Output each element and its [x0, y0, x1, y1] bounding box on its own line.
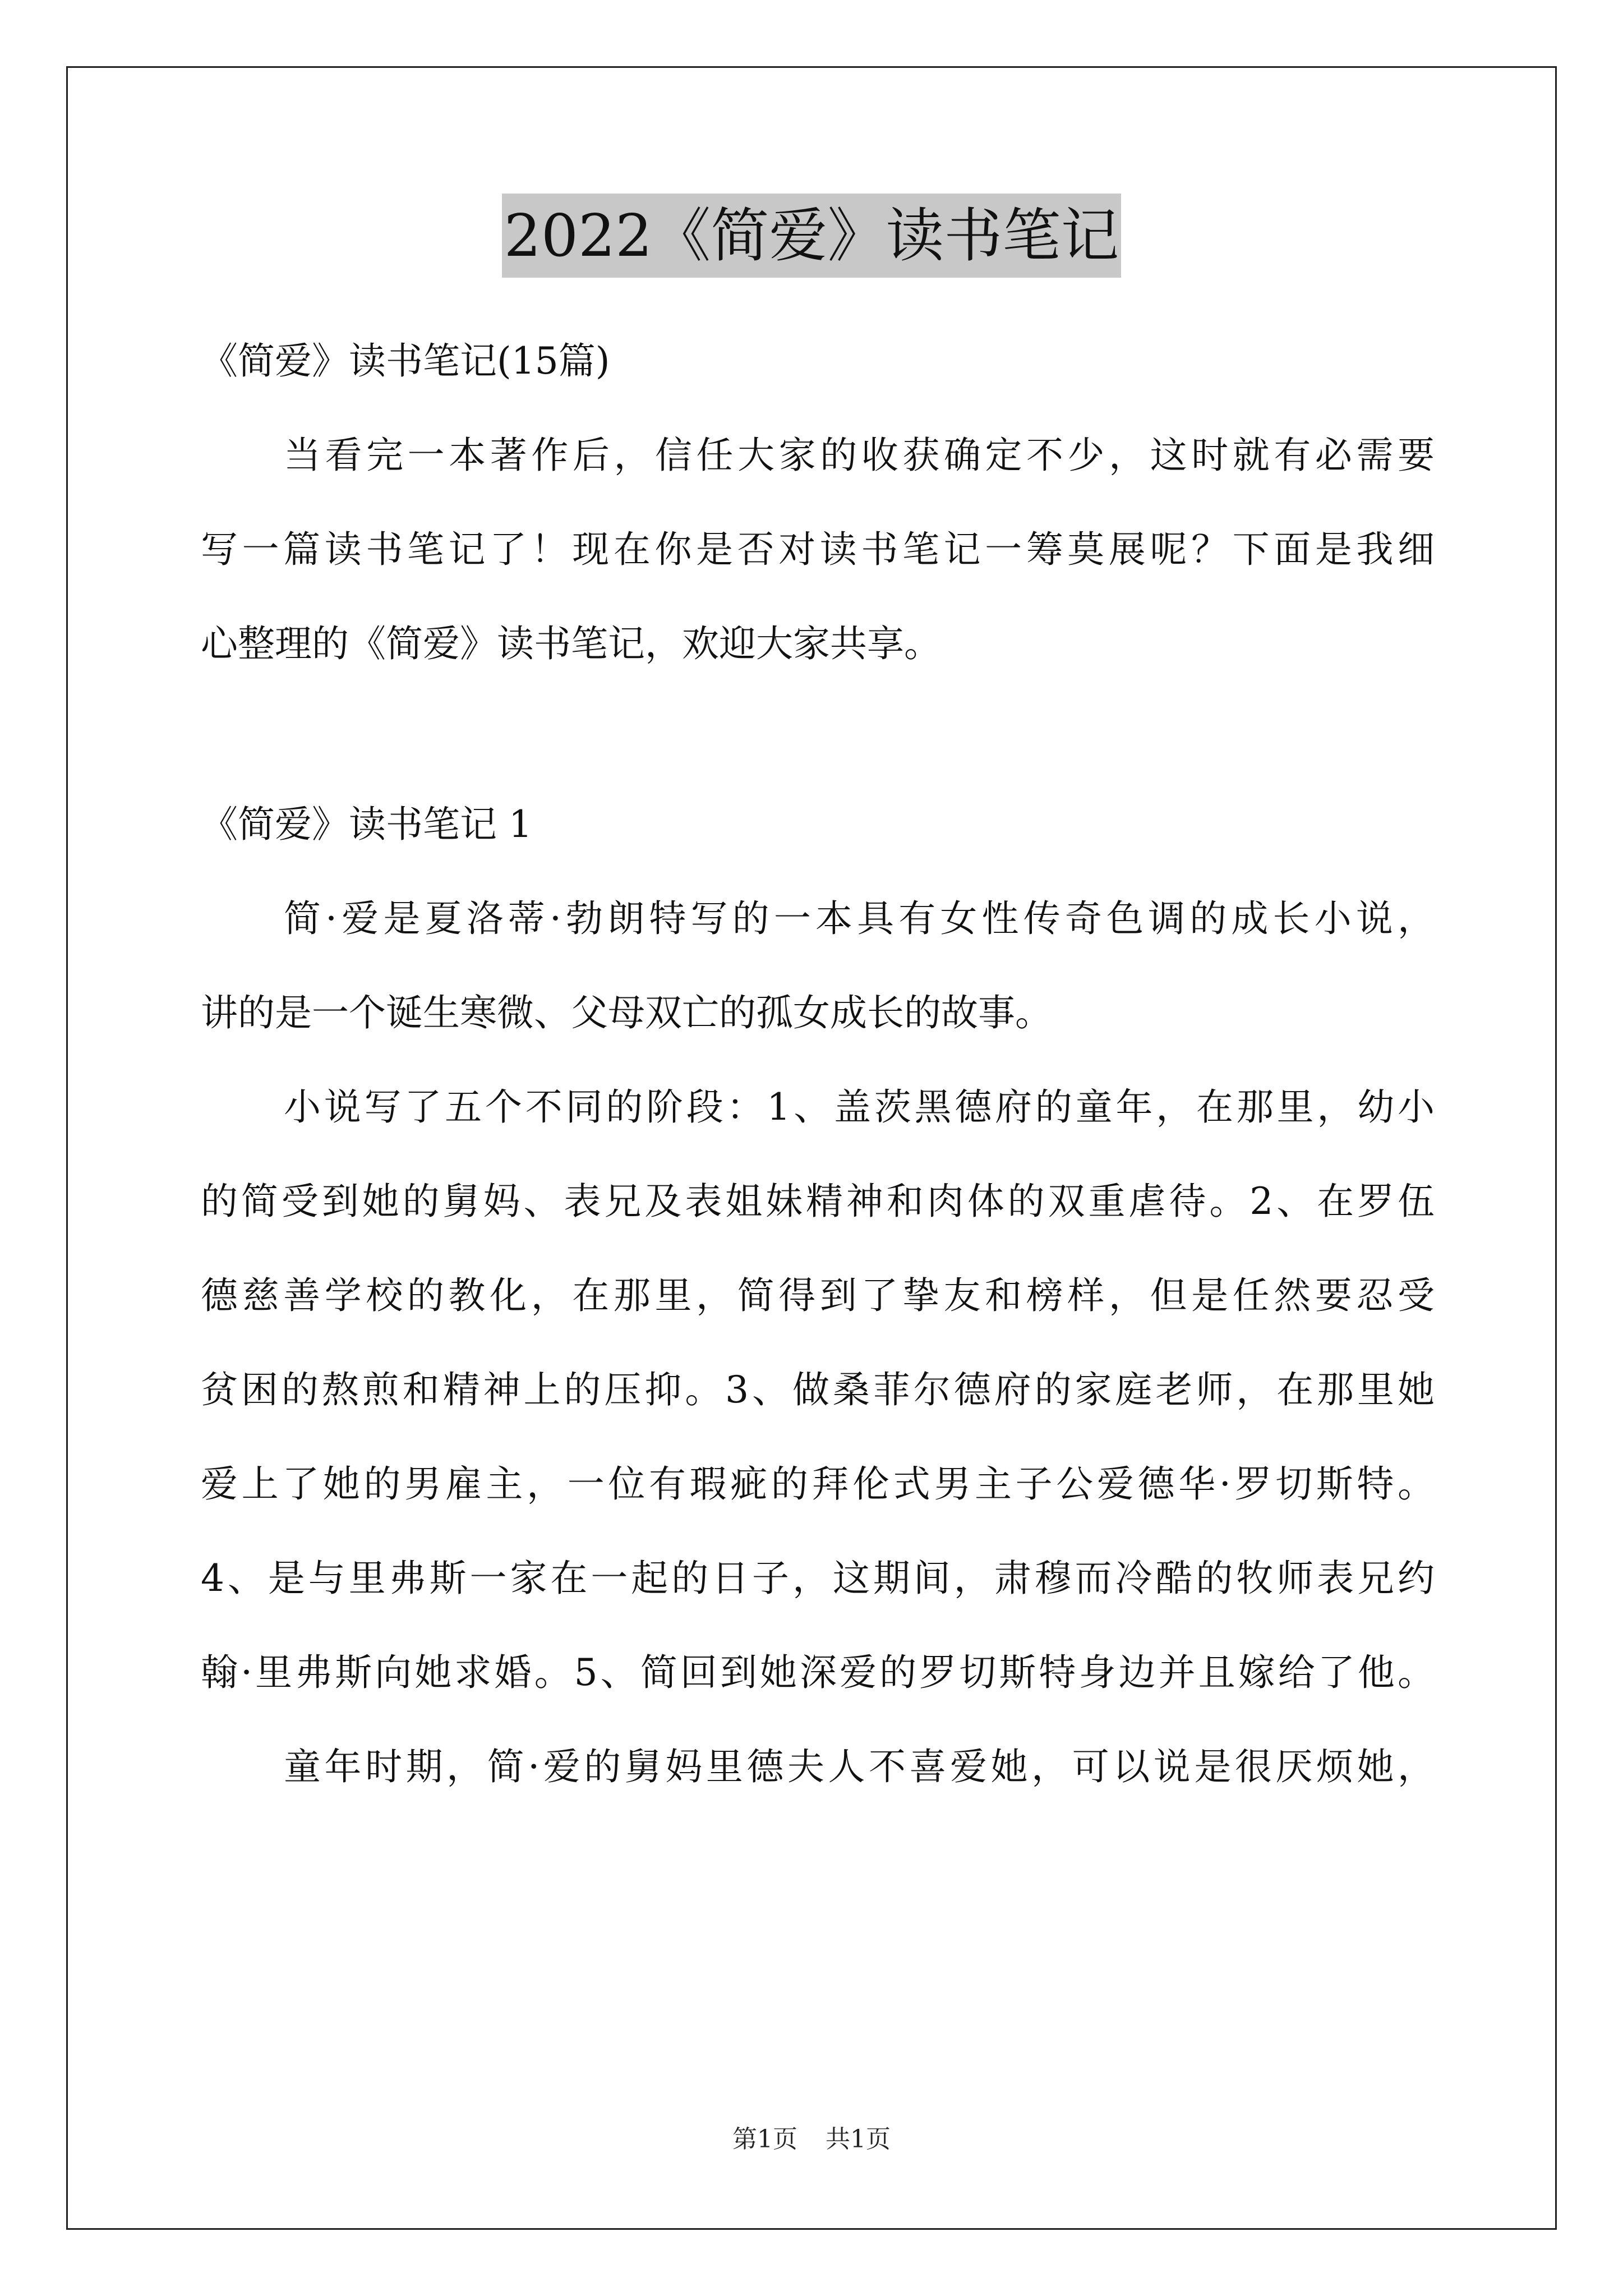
document-title: 2022《简爱》读书笔记: [502, 194, 1122, 278]
page-total: 共1页: [826, 2125, 891, 2154]
paragraph-line: 的简受到她的舅妈、表兄及表姐妹精神和肉体的双重虐待。2、在罗伍: [201, 1180, 1435, 1223]
paragraph-line: 德慈善学校的教化，在那里，简得到了挚友和榜样，但是任然要忍受: [201, 1274, 1435, 1317]
section-heading: 《简爱》读书笔记 1: [201, 803, 532, 846]
paragraph-line: 讲的是一个诞生寒微、父母双亡的孤女成长的故事。: [201, 991, 1052, 1034]
paragraph-line: 翰·里弗斯向她求婚。5、简回到她深爱的罗切斯特身边并且嫁给了他。: [201, 1651, 1435, 1694]
paragraph-line: 简·爱是夏洛蒂·勃朗特写的一本具有女性传奇色调的成长小说，: [284, 897, 1435, 940]
page-number: 第1页: [732, 2125, 797, 2154]
paragraph-line: 爱上了她的男雇主，一位有瑕疵的拜伦式男主子公爱德华·罗切斯特。: [201, 1462, 1435, 1506]
spacer: [201, 691, 1435, 777]
document-body: [201, 314, 1435, 1814]
paragraph-line: 小说写了五个不同的阶段：1、盖茨黑德府的童年，在那里，幼小: [284, 1085, 1435, 1129]
page-footer: [0, 2123, 1623, 2156]
intro-line: 写一篇读书笔记了！现在你是否对读书笔记一筹莫展呢？下面是我细: [201, 528, 1435, 571]
paragraph-line: 童年时期，简·爱的舅妈里德夫人不喜爱她，可以说是很厌烦她，: [284, 1745, 1435, 1788]
intro-line: 心整理的《简爱》读书笔记，欢迎大家共享。: [201, 622, 941, 665]
title-container: [0, 194, 1623, 278]
paragraph-line: 贫困的熬煎和精神上的压抑。3、做桑菲尔德府的家庭老师，在那里她: [201, 1368, 1435, 1411]
subtitle: 《简爱》读书笔记(15篇): [201, 339, 610, 383]
intro-line: 当看完一本著作后，信任大家的收获确定不少，这时就有必需要: [284, 434, 1435, 477]
paragraph-line: 4、是与里弗斯一家在一起的日子，这期间，肃穆而冷酷的牧师表兄约: [201, 1557, 1435, 1600]
